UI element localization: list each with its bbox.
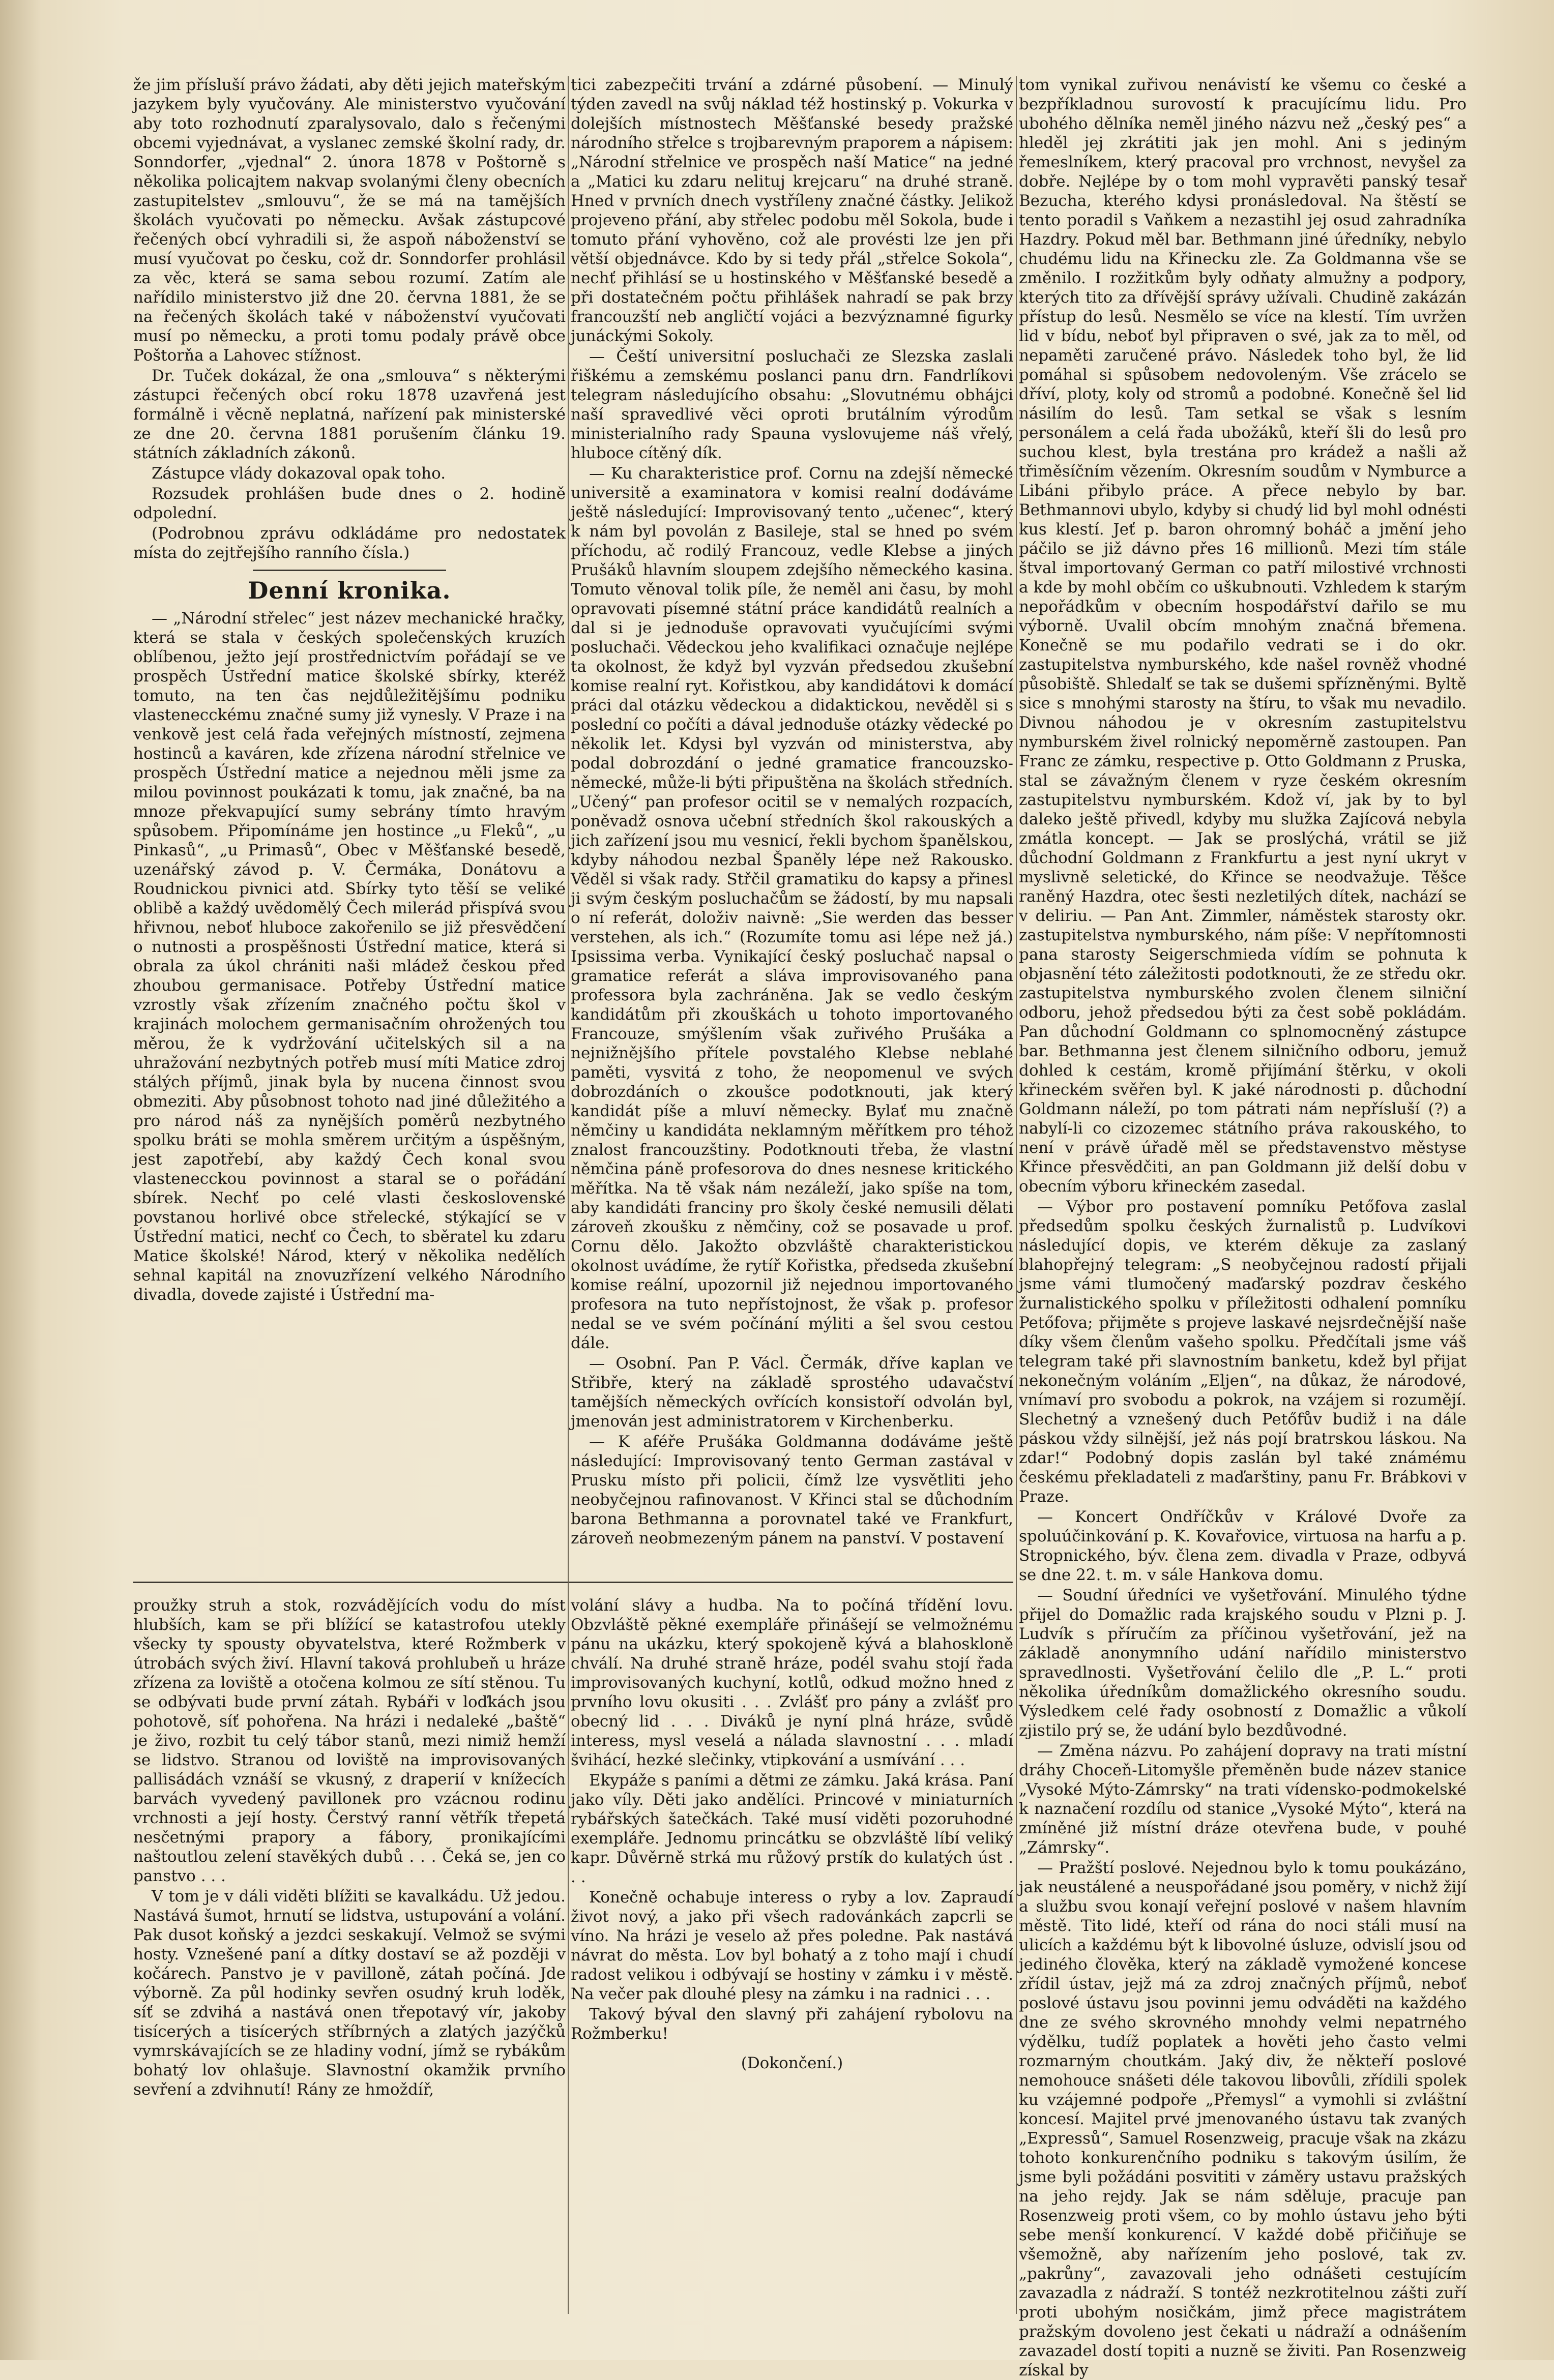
article-paragraph: — Koncert Ondříčkův v Králové Dvoře za spoluúčinkování p. K. Kovařovice, virtuosa na harfu a p. Stropnického, býv. člena zem. divadla v Praze, odbyvá se dne 22. t. m. v sále Hankova domu. xyxy=(1019,1508,1467,1584)
article-paragraph: — Ku charakteristice prof. Cornu na zdejší německé universitě a examinatora v komisi realní dodáváme ještě následující: Improvisovaný tento „učenec“, který k nám byl povolán z Basileje, stal se hned po svém příchodu, ač rodilý Francouz, vedle Klebse a jiných Prušáků hlavním sloupem zdejšího německého kasina. Tomuto věnoval tolik píle, že neměl ani času, by mohl opravovati písemné státní práce kandidátů realních a dal si je jednoduše opravovati vyučujícími svými posluchači. Vědeckou jeho kvalifikaci označuje nejlépe ta okolnost, že když byl vyzván předsedou zkušební komise realní ryt. Kořistkou, aby kandidátovi k domácí práci dal otázku vědeckou a didaktickou, nevěděl si s poslední co počíti a dával jednoduše otázky vědecké po několik let. Kdysi byl vyzván od ministerstva, aby podal dobrozdání o jedné gramatice francouzsko-německé, může-li býti připuštěna na školách středních. „Učený“ pan profesor ocitil se v nemalých rozpacích, poněvadž osnova učební středních škol rakouských a jich zařízení jsou mu vesnicí, řekli bychom španělskou, kdyby náhodou nezbal Španěly lépe než Rakousko. Věděl si však rady. Střčil gramatiku do kapsy a přinesl ji svým českým posluchačům se žádostí, by mu napsali o ní referát, doloživ naivně: „Sie werden das besser verstehen, als ich.“ (Rozumíte tomu asi lépe než já.) Ipsissima verba. Vynikající český posluchač napsal o gramatice referát a sláva improvisovaného pana professora byla zachráněna. Jak se vedlo českým kandidátům při zkouškách u tohoto importovaného Francouze, smýšlením však zuřivého Prušáka a nejnižnějšího přítele povstalého Klebse neblahé paměti, vysvitá z toho, že neopomenul ve svých dobrozdáních o zkoušce podotknouti, jak který kandidát píše a mluví německy. Bylať mu značně němčiny u kandidáta neklamným měřítkem pro téhož znalost francouzštiny. Podotknouti třeba, že vlastní němčina páně profesorova do dnes nesnese kritického měřítka. Na tě však nám nezáleží, jako spíše na tom, aby kandidáti franciny pro školy české nemusili dělati zároveň zkoušku z němčiny, což se posavade u prof. Cornu dělo. Jakožto obzvláště charakteristickou okolnost uvádíme, že rytíř Kořistka, předseda zkušební komise reální, upozornil již nejednou importovaného profesora na tuto nepřístojnost, že však p. profesor nedal se ve svém počínání mýliti a šel svou cestou dále. xyxy=(571,464,1013,1352)
feuilleton-paragraph: Takový býval den slavný při zahájení rybolovu na Rožmberku! xyxy=(571,2005,1013,2043)
article-paragraph: že jim přísluší právo žádati, aby děti jejich mateřským jazykem byly vyučovány. Ale ministerstvo vyučování aby toto rozhodnutí zparalysovalo, dalo s řečenými obcemi vyjednávat, a vyslanec zemské školní rady, dr. Sonndorfer, „vjednal“ 2. února 1878 v Poštorně s několika policajtem nakvap svolanými členy obecních zastupitelstev „smlouvu“, že se má na tamějších školách vyučovati po německu. Avšak zástupcové řečených obcí vyhradili si, že aspoň náboženství se musí vyučovat po česku, což dr. Sonndorfer prohlásil za věc, která se sama sebou rozumí. Zatím ale nařídilo ministerstvo již dne 20. června 1881, že se na řečených školách také v náboženství vyučovati musí po německu, a proti tomu podaly právě obce Poštorňa a Lahovec stížnost. xyxy=(133,76,566,365)
column-1 xyxy=(133,75,566,1575)
column-3 xyxy=(1019,75,1467,2379)
feuilleton-divider xyxy=(133,1582,1013,1583)
continuation-note: (Dokončení.) xyxy=(741,2054,843,2072)
article-paragraph: tom vynikal zuřivou nenávistí ke všemu co české a bezpříkladnou surovostí k pracujícímu lidu. Pro ubohého dělníka neměl jiného názvu než „český pes“ a hleděl jej zkrátiti jak jen mohl. Ani s jediným řemeslníkem, který pracoval pro vrchnost, nevyšel za dobře. Nejlépe by o tom mohl vypravěti panský tesař Bezucha, kterého kdysi pronásledoval. Na štěstí se tento poradil s Vaňkem a nezastihl jej osud zahradníka Hazdry. Pokud měl bar. Bethmann jiné úředníky, nebylo chudému lidu na Křinecku zle. Za Goldmanna vše se změnilo. I rozžitkům byly odňaty almužny a podpory, kterých tito za dřívější správy užívali. Chudině zakázán přístup do lesů. Nesmělo se více na klestí. Tím uvržen lid v bídu, neboť byl připraven o své, jak za to měl, od nepaměti zaručené právo. Následek toho byl, že lid pomáhal si spůsobem nedovoleným. Vše zrácelo se dříví, ploty, koly od stromů a podobné. Konečně šel lid násilím do lesů. Tam setkal se však s lesním personálem a celá řada ubožáků, kteří šli do lesů pro suchou klest, byla trestána pro krádež a našli až třiměsíčním vězením. Okresním soudům v Nymburce a Libáni přibylo práce. A přece nebylo by bar. Bethmannovi ubylo, kdyby si chudý lid byl mohl odnésti kus klestí. Jeť p. baron ohromný boháč a jmění jeho páčilo se již dávno přes 16 millionů. Mezi tím stále štval importovaný German co patří milostivé vrchnosti a kde by mohl občím co uškubnouti. Vzhledem k starým nepořádkům v obecním hospodářství dařilo se mu výborně. Uvalil obcím mnohým značná břemena. Konečně se mu podařilo vedrati se i do okr. zastupitelstva nymburského, kde našel rovněž vhodné působiště. Shledalť se tak se dušemi spřízněnými. Byltě sice s mnohými starosty na štíru, to však mu nevadilo. Divnou náhodou je v okresním zastupitelstvu nymburském živel rolnický nepoměrně zastoupen. Pan Franc ze zámku, respective p. Otto Goldmann z Pruska, stal se závažným členem v ryze českém okresním zastupitelstvu nymburském. Kdož ví, jak by to byl daleko ještě přivedl, kdyby mu služka Zajícová nebyla zmátla koncept. — Jak se proslýchá, vrátil se již důchodní Goldmann z Frankfurtu a jest nyní ukryt v myslivně seletické, do Křince se neodvažuje. Těšce raněný Hazdra, otec šesti nezletilých dítek, nachází se v deliriu. — Pan Ant. Zimmler, náměstek starosty okr. zastupitelstva nymburského, nám píše: V nepřítomnosti pana starosty Seigerschmieda vídím se pohnuta k objasnění této záležitosti podotknouti, že ze středu okr. zastupitelstva nymburského zvolen členem silniční odboru, jehož předsedou býti za čest sobě pokládám. Pan důchodní Goldmann co splnomocněný zástupce bar. Bethmanna jest členem silničního odboru, jemuž dohled k cestám, kromě přijímání štěrku, v okoli křineckém svěřen byl. K jaké národnosti p. důchodní Goldmann náleží, po tom pátrati nám nepřísluší (?) a nabylí-li co cizozemec státního práva rakouského, to není v právě úřadě měl se představenstvo městyse Křince přesvědčiti, an pan Goldmann již delší dobu v obecním výboru křineckém zasedal. xyxy=(1019,76,1467,1196)
article-paragraph: — Soudní úředníci ve vyšetřování. Minulého týdne přijel do Domažlic rada krajského soudu v Plzni p. J. Ludvík s příručím za příčinou vyšetřování, jež na základě anonymního udání nařídilo ministerstvo spravedlnosti. Vyšetřování čelilo dle „P. L.“ proti několika úředníkům domažlického okresního soudu. Výsledkem celé řady osobností z Domažlic a vůkolí zjistilo prý se, že udání bylo bezdůvodné. xyxy=(1019,1586,1467,1740)
feuilleton-paragraph: V tom je v dáli viděti blížiti se kavalkádu. Už jedou. Nastává šumot, hrnutí se lidstva, ustupování a volání. Pak dusot koňský a jezdci seskakují. Velmož se svými hosty. Vznešené paní a dítky dostaví se až později v kočárech. Panstvo je v pavilloně, zátah počíná. Jde výborně. Za půl hodinky sevřen osudný kruh loděk, síť se zdvihá a nastává onen třepotavý vír, jakoby tisícerých a tisícerých stříbrných a zlatých jazýčků vymrskávajících se ze hladiny vodní, jímž se rybákům bohatý lov ohlašuje. Slavnostní okamžik prvního sevření a zdvihnutí! Rány ze hmoždíř, xyxy=(133,1887,566,2099)
feuilleton-column-2 xyxy=(571,1596,1013,2313)
article-paragraph: Zástupce vlády dokazoval opak toho. xyxy=(152,464,446,483)
article-paragraph: Rozsudek prohlášen bude dnes o 2. hodině odpolední. xyxy=(133,485,566,522)
column-rule xyxy=(568,76,569,2314)
feuilleton-paragraph: proužky struh a stok, rozvádějících vodu do míst hlubších, kam se při blížící se katastrofou utekly všecky ty spousty obyvatelstva, které Rožmberk v útrobách svých živí. Hlavní taková prohlubeň u hráze zřízena za loviště a otočena kolmou ze sítí stěnou. Tu se odbývati bude první zátah. Rybáři v loďkách jsou pohotově, síť pohořena. Na hrázi i nedaleké „baště“ je živo, rozbit tu celý tábor stanů, mezi nimiž hemží se lidstvo. Stranou od loviště na improvisovaných pallisádách vznáší se vkusný, z draperií v knížecích barvách vyvedený pavillonek pro vzácnou rodinu vrchnosti a její hosty. Čerstvý ranní větřík třepetá nesčetnými prapory a fábory, pronikajícími naštoutlou zelení stavěkých dubů . . . Čeká se, jen co panstvo . . . xyxy=(133,1596,566,1885)
article-paragraph: (Podrobnou zprávu odkládáme pro nedostatek místa do zejtřejšího ranního čísla.) xyxy=(133,524,566,562)
section-heading: Denní kronika. xyxy=(248,577,451,604)
article-paragraph: — Změna názvu. Po zahájení dopravy na trati místní dráhy Choceň-Litomyšle přeměněn bude název stanice „Vysoké Mýto-Zámrsky“ na trati vídensko-podmokelské k naznačení rozdílu od stanice „Vysoké Mýto“, která na zmíněné již místní dráze otevřena bude, v pouhé „Zámrsky“. xyxy=(1019,1742,1467,1857)
article-paragraph: — Výbor pro postavení pomníku Petőfova zaslal předsedům spolku českých žurnalistů p. Ludvíkovi následující dopis, ve kterém děkuje za zaslaný blahopřejný telegram: „S neobyčejnou radostí přijali jsme vámi tlumočený maďarský pozdrav českého žurnalistického spolku v příležitosti odhalení pomníku Petőfova; přijměte s projeve laskavé nejsrdečnější naše díky všem členům vašeho spolku. Předčítali jsme váš telegram také při slavnostním banketu, kdež byl přijat nekonečným voláním „Eljen“, na důkaz, že národové, vnímaví pro svobodu a pokrok, na vzájem si rozumějí. Slechetný a vznešený duch Petőfův budiž i na dále páskou vždy silnější, jež nás pojí bratrskou láskou. Na zdar!“ Podobný dopis zaslán byl také známému českému překladateli z maďarštiny, panu Fr. Brábkovi v Praze. xyxy=(1019,1198,1467,1506)
article-paragraph: — Čeští universitní posluchači ze Slezska zaslali řiškému a zemskému poslanci panu drn. Fandrlíkovi telegram následujícího obsahu: „Slovutnému obhájci naší spravedlivé věci oproti brutálním výrodům ministerialního rady Spauna vyslovujeme náš vřelý, hluboce cítěný dík. xyxy=(571,347,1013,462)
feuilleton-paragraph: Ekypáže s paními a dětmi ze zámku. Jaká krása. Paní jako víly. Děti jako andělíci. Princové v miniaturních rybářských šatečkách. Také musí viděti pozoruhodné exempláře. Jednomu princátku se obzvláště líbí veliký kapr. Důvěrně strká mu růžový prstík do kulatých úst . . . xyxy=(571,1771,1013,1886)
feuilleton-paragraph: volání slávy a hudba. Na to počíná třídění lovu. Obzvláště pěkné exempláře přinášejí se velmožnému pánu na ukázku, který spokojeně kývá a blahoskloně chválí. Na druhé straně hráze, podél svahu stojí řada improvisovaných kuchyní, kotlů, odkud možno hned z prvního lovu okusiti . . . Zvlášť pro pány a zvlášť pro obecný lid . . . Diváků je nyní plná hráze, svůdě interess, mysl veselá a nálada slavnostní . . . mladí švihácí, hezké slečinky, vtipkování a usmívání . . . xyxy=(571,1596,1013,1769)
column-2 xyxy=(571,75,1013,1575)
article-paragraph: Dr. Tuček dokázal, že ona „smlouva“ s některými zástupci řečených obcí roku 1878 uzavřená jest formálně i věcně neplatná, nařízení pak ministerské ze dne 20. června 1881 porušením článku 19. státních základních zákonů. xyxy=(133,367,566,462)
page-edge-shadow xyxy=(0,0,41,2360)
article-paragraph: tici zabezpečiti trvání a zdárné působení. — Minulý týden zavedl na svůj náklad též hostinský p. Vokurka v dolejších místnostech Měšťanské besedy pražské národního střelce s trojbarevným praporem a nápisem: „Národní střelnice ve prospěch naší Matice“ na jedné a „Matici ku zdaru nelituj krejcaru“ na druhé straně. Hned v prvních dnech vystříleny značné částky. Jelikož projeveno přání, aby střelec podobu měl Sokola, bude i tomuto přání vyhověno, což ale provésti lze jen při větší objednávce. Kdo by si tedy přál „střelce Sokola“, nechť přihlásí se u hostinského v Měšťanské besedě a při dostatečném počtu přihlášek nahradí se pak brzy francouzští neb angličtí vojáci a bezvýznamné figurky junáckými Sokoly. xyxy=(571,76,1013,345)
feuilleton-paragraph: Konečně ochabuje interess o ryby a lov. Zapraudí život nový, a jako při všech radovánkách zapcrli se víno. Na hrázi je veselo až přes poledne. Pak nastává návrat do města. Lov byl bohatý a z toho mají i chudí radost velikou i odbývají se hostiny v zámku i v městě. Na večer pak dlouhé plesy na zámku i na radnici . . . xyxy=(571,1888,1013,2003)
article-paragraph: — Pražští poslové. Nejednou bylo k tomu poukázáno, jak neustálené a neuspořádané jsou poměry, v nichž žijí a službu svou konají veřejní poslové v našem hlavním městě. Tito lidé, kteří od rána do noci stáli musí na ulicích a každému být k libovolné úsluze, odvislí jsou od jediného člověka, který na základě vymožené koncese zřídil ústav, jejž má za zdroj značných příjmů, neboť poslové ústavu jsou povinni jemu odváděti na každého dne ze svého skrovného mnohdy velmi nepatrného výdělku, tudíž poplatek a hověti jeho často velmi rozmarným choutkám. Jaký div, že někteří poslové nemohouce snášeti déle takovou libovůli, zřídili spolek ku vzájemné podpoře „Přemysl“ a vymohli si zvláštní koncesí. Majitel prvé jmenovaného ústavu tak zvaných „Expressů“, Samuel Rosenzweig, pracuje však na zkázu tohoto konkurenčního podniku s takovým úsilím, že jsme byli požádáni posvititi v záměry ustavu pražských na jeho rejdy. Jak se nám sděluje, pracuje pan Rosenzweig proti všem, co by mohlo ústavu jeho býti sebe menší konkurencí. V každé době přičiňuje se všemožně, aby nařízením jeho poslové, tak zv. „pakrůny“, zavazovali jeho odnášeti cestujícím zavazadla z nádraží. S tontéž nezkrotitelnou zášti zuří proti ubohým nosičkám, jimž přece magistrátem pražským dovoleno jest čekati u nádraží a odnášením zavazadel dostí topiti a nuzně se živiti. Pan Rosenzweig získal by xyxy=(1019,1859,1467,2379)
article-paragraph: — Osobní. Pan P. Václ. Čermák, dříve kaplan ve Střibře, který na základě sprostého udavačství tamějších německých ovřících konsistoří odvolán byl, jmenován jest administratorem v Kirchenberku. xyxy=(571,1354,1013,1431)
column-rule xyxy=(1016,76,1017,2314)
article-paragraph: — K aféře Prušáka Goldmanna dodáváme ještě následující: Improvisovaný tento German zastával v Prusku místo při policii, čímž lze vysvětliti jeho neobyčejnou rafinovanost. V Křinci stal se důchodním barona Bethmanna a porovnatel také ve Frankfurt, zároveň neobmezeným pánem na panství. V postavení xyxy=(571,1433,1013,1548)
feuilleton-column-1 xyxy=(133,1596,566,2313)
article-paragraph: — „Národní střelec“ jest název mechanické hračky, která se stala v českých společenských kruzích oblíbenou, ježto její prostřednictvím pořádají se ve prospěch Ústřední matice školské sbírky, kteréž tomuto, na ten čas nejdůležitějšímu podniku vlastenecckému značné sumy již vynesly. V Praze i na venkově jest celá řada veřejných místností, zejmena hostinců a kaváren, kde zřízena národní střelnice ve prospěch Ústřední matice a nejednou měli jsme za milou povinnost poukázati k tomu, jak značné, ba na mnoze překvapující sumy sebrány tímto hravým spůsobem. Připomínáme jen hostince „u Fleků“, „u Pinkasů“, „u Primasů“, Obec v Měšťanské besedě, uzenářský závod p. V. Čermáka, Donátovu a Roudnickou pivnici atd. Sbírky tyto těší se veliké oblibě a každý uvědomělý Čech milerád přispívá svou hřivnou, neboť hluboce zakořenilo se již přesvědčení o nutnosti a prospěšnosti Ústřední matice, která si obrala za úkol chrániti naši mládež českou před zhoubou germanisace. Potřeby Ústřední matice vzrostly však zřízením značného počtu škol v krajinách molochem germanisačním ohrožených tou měrou, že k vydržování učitelských sil a na uhražování nezbytných potřeb musí míti Matice zdroj stálých příjmů, jinak byla by nucena činnost svou obmeziti. Aby působnost tohoto nad jiné důležitého a pro národ náš za nynějších poměrů nezbytného spolku bráti se mohla směrem určitým a úspěšným, jest zapotřebí, aby každý Čech konal svou vlastenecckou povinnost a staral se o pořádání sbírek. Nechť po celé vlasti československé povstanou horlivé obce střelecké, stýkající se v Ústřední matici, nechť co Čech, to sběratel ku zdaru Matice školské! Národ, který v několika nedělích sehnal kapitál na znovuzřízení velkého Národního divadla, dovede zajisté i Ústřední ma- xyxy=(133,609,566,1304)
section-divider xyxy=(253,570,446,571)
